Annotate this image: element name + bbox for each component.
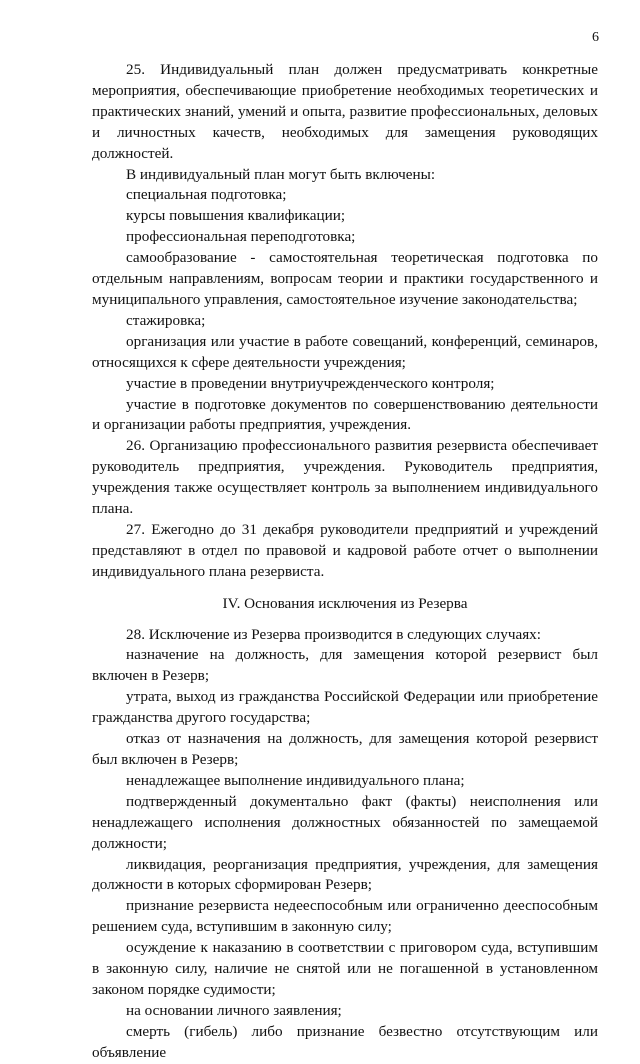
section-heading: IV. Основания исключения из Резерва (222, 594, 468, 612)
list-item: назначение на должность, для замещения которой резервист был включен в Резерв; (92, 646, 598, 685)
list-item: участие в проведении внутриучрежденческого контроля; (126, 374, 495, 392)
paragraph-28: 28. Исключение из Резерва производится в следующих случаях: (126, 625, 541, 643)
list-item: участие в подготовке документов по совершенствованию деятельности и организации работы предприятия, учреждения. (92, 395, 598, 434)
list-item: самообразование - самостоятельная теоретическая подготовка по отдельным направлениям, вопросам теории и практики государственного и муниципального управления, самостоятельное изучение законодательства; (92, 249, 598, 308)
list-item: утрата, выход из гражданства Российской Федерации или приобретение гражданства другого государства; (92, 688, 598, 727)
list-item: на основании личного заявления; (126, 1001, 342, 1019)
list-item: ликвидация, реорганизация предприятия, учреждения, для замещения должности в которых сформирован Резерв; (92, 855, 598, 894)
list-item: признание резервиста недееспособным или ограниченно дееспособным решением суда, вступившим в законную силу; (92, 897, 598, 936)
list-item: смерть (гибель) либо признание безвестно отсутствующим или объявление (92, 1022, 598, 1061)
paragraph-plan-intro: В индивидуальный план могут быть включены: (126, 165, 436, 183)
page-number: 6 (592, 30, 599, 45)
list-item: стажировка; (126, 311, 206, 329)
list-item: курсы повышения квалификации; (126, 207, 346, 225)
list-item: ненадлежащее выполнение индивидуального плана; (126, 771, 465, 789)
list-item: отказ от назначения на должность, для замещения которой резервист был включен в Резерв; (92, 730, 598, 768)
paragraph-25: 25. Индивидуальный план должен предусматривать конкретные мероприятия, обеспечивающие приобретение необходимых теоретических и практических знаний, умений и опыта, развитие профессиональных, деловых и личностных качеств, необходимых для замещения руководящих должностей. (92, 61, 598, 162)
paragraph-26: 26. Организацию профессионального развития резервиста обеспечивает руководитель предприятия, учреждения. Руководитель предприятия, учреждения также осуществляет контроль за выполнением индивидуального плана. (92, 437, 598, 518)
list-item: специальная подготовка; (126, 186, 287, 204)
list-item: организация или участие в работе совещаний, конференций, семинаров, относящихся к сфере деятельности учреждения; (92, 332, 598, 371)
list-item: осуждение к наказанию в соответствии с приговором суда, вступившим в законную силу, наличие не снятой или не погашенной в установленном законом порядке судимости; (92, 939, 598, 998)
list-item: подтвержденный документально факт (факты) неисполнения или ненадлежащего исполнения должностных обязанностей по замещаемой должности; (92, 792, 598, 852)
document-body (92, 60, 598, 1064)
paragraph-27: 27. Ежегодно до 31 декабря руководители предприятий и учреждений представляют в отдел по правовой и кадровой работе отчет о выполнении индивидуального плана резервиста. (92, 520, 598, 580)
list-item: профессиональная переподготовка; (126, 228, 356, 246)
